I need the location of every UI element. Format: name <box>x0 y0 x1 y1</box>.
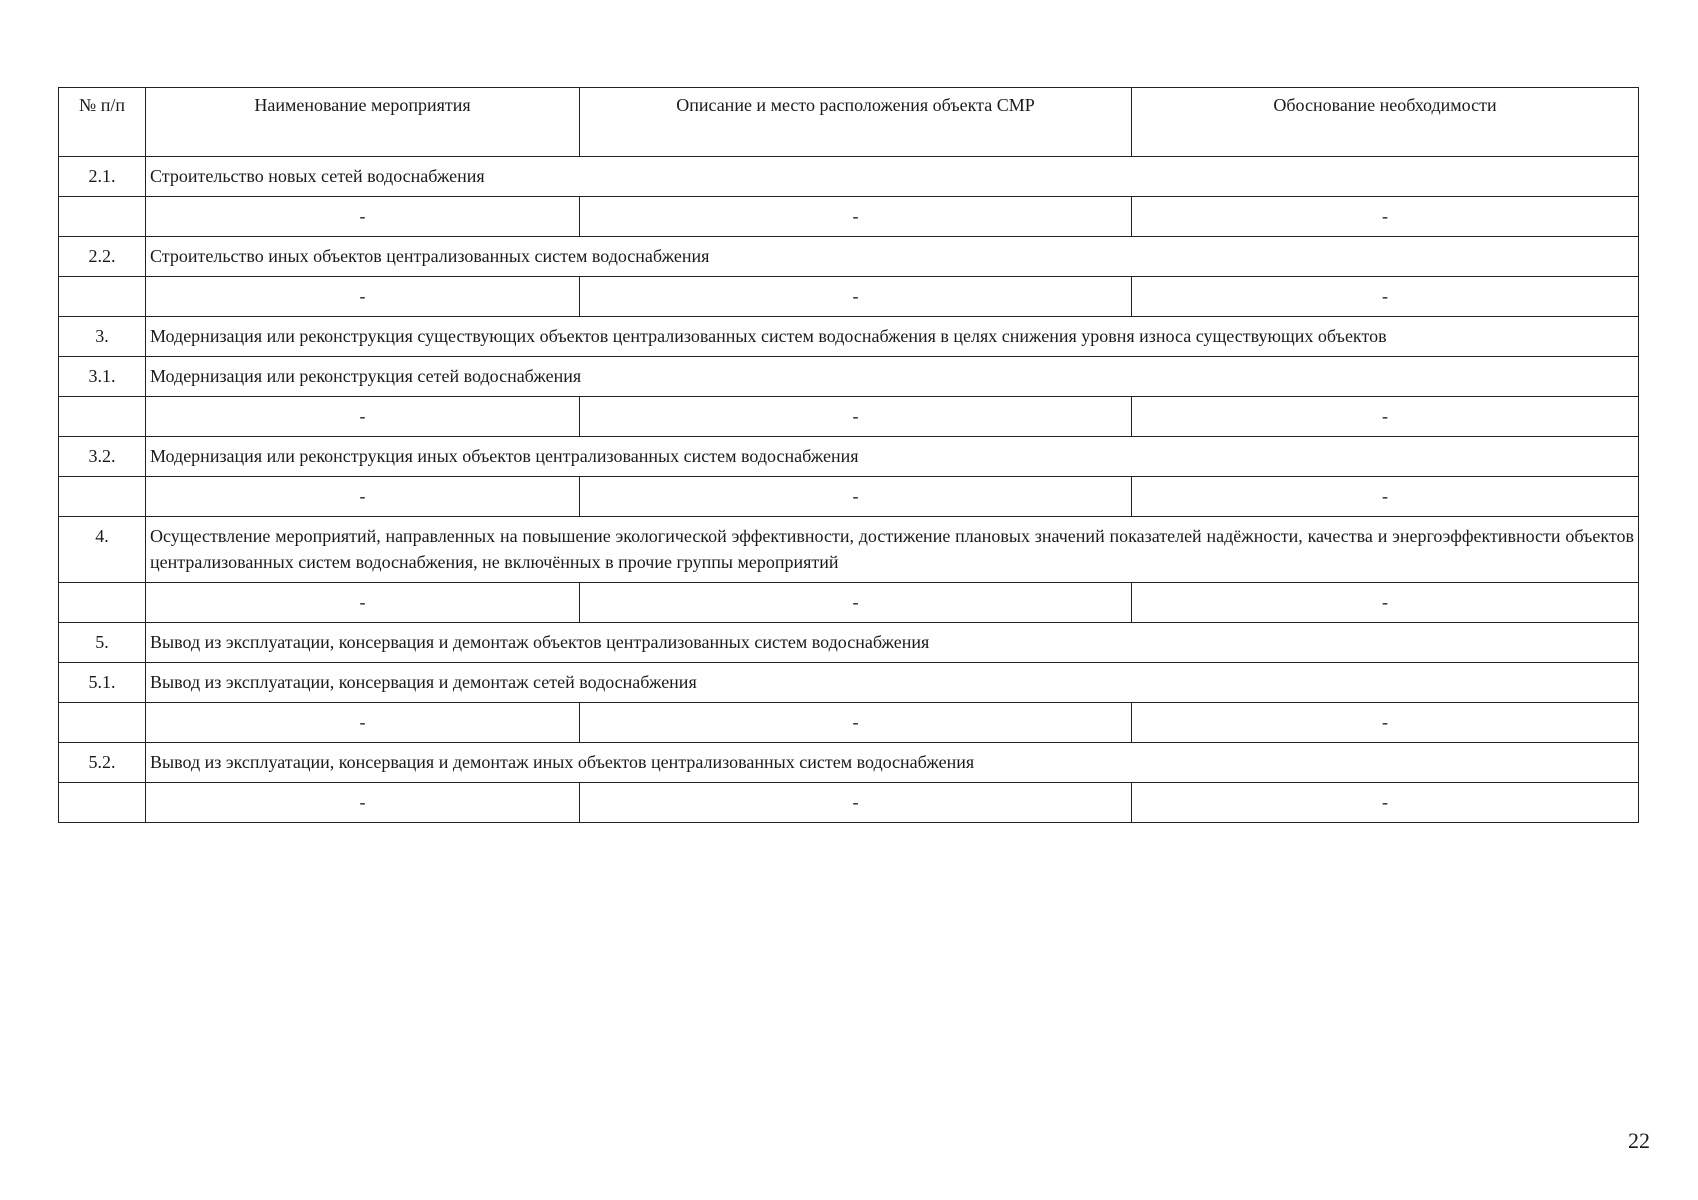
cell-description: - <box>580 277 1132 317</box>
row-title: Вывод из эксплуатации, консервация и демонтаж иных объектов централизованных систем водоснабжения <box>146 743 1639 783</box>
row-title: Строительство новых сетей водоснабжения <box>146 157 1639 197</box>
table-row <box>59 437 1639 477</box>
row-number: 4. <box>59 517 146 583</box>
cell-name: - <box>146 197 580 237</box>
table-row <box>59 623 1639 663</box>
measures-table <box>58 87 1639 823</box>
row-number-empty <box>59 583 146 623</box>
row-number: 2.1. <box>59 157 146 197</box>
cell-description: - <box>580 783 1132 823</box>
row-number: 2.2. <box>59 237 146 277</box>
row-number-empty <box>59 277 146 317</box>
row-number-empty <box>59 703 146 743</box>
table-row <box>59 743 1639 783</box>
cell-justification: - <box>1132 397 1639 437</box>
table-row <box>59 517 1639 583</box>
cell-justification: - <box>1132 477 1639 517</box>
table-row <box>59 237 1639 277</box>
table-row <box>59 703 1639 743</box>
cell-justification: - <box>1132 197 1639 237</box>
table-row <box>59 663 1639 703</box>
cell-name: - <box>146 783 580 823</box>
cell-description: - <box>580 703 1132 743</box>
table-row <box>59 357 1639 397</box>
table-row <box>59 477 1639 517</box>
table-row <box>59 317 1639 357</box>
row-title: Осуществление мероприятий, направленных на повышение экологической эффективности, достижение плановых значений показателей надёжности, качества и энергоэффективности объектов централизованных систем водоснабжения, не включённых в прочие группы мероприятий <box>146 517 1639 583</box>
page-number: 22 <box>1628 1128 1650 1153</box>
cell-name: - <box>146 583 580 623</box>
table-row <box>59 277 1639 317</box>
cell-name: - <box>146 477 580 517</box>
row-title: Вывод из эксплуатации, консервация и демонтаж сетей водоснабжения <box>146 663 1639 703</box>
table-row <box>59 397 1639 437</box>
cell-justification: - <box>1132 583 1639 623</box>
row-title: Строительство иных объектов централизованных систем водоснабжения <box>146 237 1639 277</box>
cell-name: - <box>146 397 580 437</box>
row-number: 5.2. <box>59 743 146 783</box>
row-number: 3. <box>59 317 146 357</box>
table-row <box>59 157 1639 197</box>
row-number: 3.2. <box>59 437 146 477</box>
table-row <box>59 783 1639 823</box>
cell-name: - <box>146 277 580 317</box>
cell-description: - <box>580 477 1132 517</box>
cell-description: - <box>580 197 1132 237</box>
row-number: 5.1. <box>59 663 146 703</box>
row-title: Модернизация или реконструкция иных объектов централизованных систем водоснабжения <box>146 437 1639 477</box>
row-title: Модернизация или реконструкция сетей водоснабжения <box>146 357 1639 397</box>
row-number-empty <box>59 477 146 517</box>
cell-justification: - <box>1132 783 1639 823</box>
row-title: Вывод из эксплуатации, консервация и демонтаж объектов централизованных систем водоснабжения <box>146 623 1639 663</box>
header-justification: Обоснование необходимости <box>1132 88 1639 157</box>
header-name: Наименование мероприятия <box>146 88 580 157</box>
row-number-empty <box>59 397 146 437</box>
table-header-row <box>59 88 1639 157</box>
cell-description: - <box>580 397 1132 437</box>
cell-description: - <box>580 583 1132 623</box>
table-row <box>59 197 1639 237</box>
cell-name: - <box>146 703 580 743</box>
row-number-empty <box>59 197 146 237</box>
row-title: Модернизация или реконструкция существующих объектов централизованных систем водоснабжения в целях снижения уровня износа существующих объектов <box>146 317 1639 357</box>
header-description: Описание и место расположения объекта СМР <box>580 88 1132 157</box>
row-number: 3.1. <box>59 357 146 397</box>
cell-justification: - <box>1132 703 1639 743</box>
table-row <box>59 583 1639 623</box>
row-number-empty <box>59 783 146 823</box>
row-number: 5. <box>59 623 146 663</box>
header-number: № п/п <box>59 88 146 157</box>
cell-justification: - <box>1132 277 1639 317</box>
